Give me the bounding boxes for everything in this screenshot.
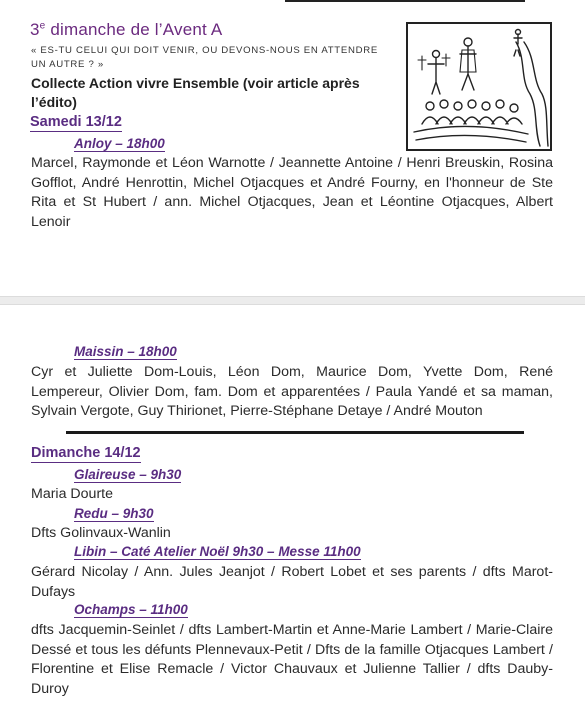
- page-title: 3e dimanche de l’Avent A: [30, 20, 223, 39]
- day-heading-samedi: Samedi 13/12: [30, 114, 122, 130]
- mass-anloy: Anloy – 18h00: [74, 136, 165, 151]
- gospel-scene-illustration: [406, 22, 552, 151]
- intentions-redu: Dfts Golinvaux-Wanlin: [31, 525, 171, 541]
- mass-redu: Redu – 9h30: [74, 506, 154, 521]
- collecte-notice: Collecte Action vivre Ensemble (voir article après l’édito): [31, 75, 360, 110]
- page-separator: [0, 296, 585, 305]
- day-heading-dimanche: Dimanche 14/12: [31, 445, 141, 461]
- mass-ochamps: Ochamps – 11h00: [74, 602, 188, 617]
- intentions-ochamps: dfts Jacquemin-Seinlet / dfts Lambert-Martin et Anne-Marie Lambert / Marie-Claire Dessé et tous les défunts Plennevaux-Petit / Dfts de la famille Otjacques Lambert / Florentine et Elise Remacle / Victor Chauvaux et Julienne Tallier / dfts Dauby-Duroy: [31, 622, 553, 697]
- top-rule: [285, 0, 525, 2]
- section-rule: [66, 431, 524, 434]
- intentions-glaireuse: Maria Dourte: [31, 486, 114, 502]
- gospel-quote: « ES-TU CELUI QUI DOIT VENIR, OU DEVONS-NOUS EN ATTENDRE UN AUTRE ? »: [31, 45, 378, 70]
- intentions-maissin: Cyr et Juliette Dom-Louis, Léon Dom, Maurice Dom, Yvette Dom, René Lempereur, Olivier Dom, fam. Dom et apparentées / Paula Yandé et sa maman, Sylvain Vergote, Guy Thirionet, Pierre-Stéphane Detaye / André Mouton: [31, 364, 553, 419]
- mass-libin: Libin – Caté Atelier Noël 9h30 – Messe 11h00: [74, 544, 361, 559]
- mass-maissin: Maissin – 18h00: [74, 344, 177, 359]
- intentions-anloy: Marcel, Raymonde et Léon Warnotte / Jeannette Antoine / Henri Breuskin, Rosina Gofflot, André Henrottin, Michel Otjacques et André Fourny, en l'honneur de Ste Rita et St Hubert / ann. Michel Otjacques, Jean et Léontine Otjacques, Albert Lenoir: [31, 155, 553, 230]
- intentions-libin: Gérard Nicolay / Ann. Jules Jeanjot / Robert Lobet et ses parents / dfts Marot-Dufays: [31, 564, 553, 600]
- mass-glaireuse: Glaireuse – 9h30: [74, 467, 182, 482]
